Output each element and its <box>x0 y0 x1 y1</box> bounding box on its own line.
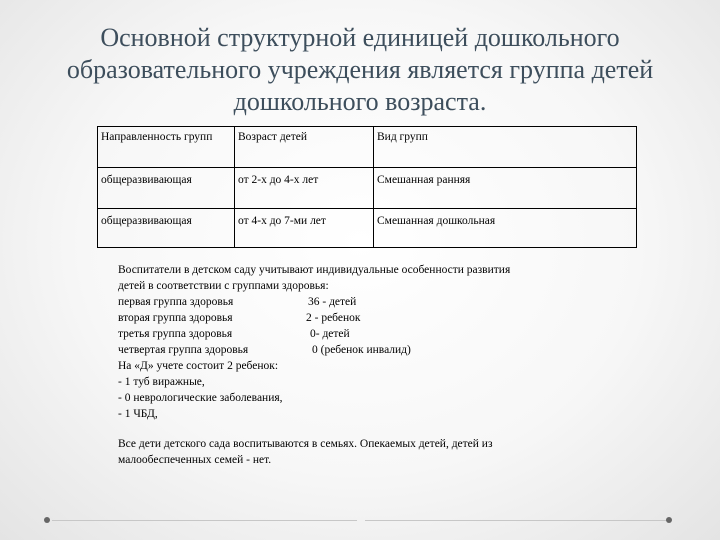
row1-age: от 2-х до 4-х лет <box>235 168 374 209</box>
health-label: четвертая группа здоровья <box>118 344 249 356</box>
row1-type: Смешанная ранняя <box>374 168 637 209</box>
row2-age: от 4-х до 7-ми лет <box>235 209 374 248</box>
slide-title <box>20 22 700 118</box>
health-row <box>118 326 618 342</box>
health-value: 2 - ребенок <box>306 312 361 324</box>
header-age: Возраст детей <box>235 127 374 168</box>
d-registry-item: - 1 туб виражные, <box>118 376 205 388</box>
d-registry-item: - 1 ЧБД, <box>118 408 158 420</box>
health-row <box>118 294 618 310</box>
family-line-1: Все дети детского сада воспитываются в семьях. Опекаемых детей, детей из <box>118 438 493 450</box>
title-line-3: дошкольного возраста. <box>233 87 487 116</box>
bottom-left-rule <box>52 520 357 521</box>
health-value: 0- детей <box>310 328 350 340</box>
table-row <box>98 168 637 209</box>
family-line-2: малообеспеченных семей - нет. <box>118 454 272 466</box>
title-line-1: Основной структурной единицей дошкольного <box>100 23 620 52</box>
table-header-row <box>98 127 637 168</box>
health-label: третья группа здоровья <box>118 328 233 340</box>
intro-line-1: Воспитатели в детском саду учитывают индивидуальные особенности развития <box>118 264 511 276</box>
row1-direction: общеразвивающая <box>98 168 235 209</box>
row2-direction: общеразвивающая <box>98 209 235 248</box>
header-direction: Направленность групп <box>98 127 235 168</box>
health-info-block <box>118 262 618 468</box>
bottom-right-dot <box>666 517 672 523</box>
health-row <box>118 310 618 326</box>
health-value: 36 - детей <box>308 296 357 308</box>
d-registry-header: На «Д» учете состоит 2 ребенок: <box>118 360 279 372</box>
health-label: первая группа здоровья <box>118 296 234 308</box>
header-type: Вид групп <box>374 127 637 168</box>
d-registry-item: - 0 неврологические заболевания, <box>118 392 283 404</box>
health-value: 0 (ребенок инвалид) <box>312 344 411 356</box>
row2-type: Смешанная дошкольная <box>374 209 637 248</box>
table-row <box>98 209 637 248</box>
groups-table <box>97 126 637 248</box>
bottom-right-rule <box>365 520 668 521</box>
bottom-left-dot <box>44 517 50 523</box>
health-label: вторая группа здоровья <box>118 312 233 324</box>
health-row <box>118 342 618 358</box>
title-line-2: образовательного учреждения является группа детей <box>66 55 654 84</box>
intro-line-2: детей в соответствии с группами здоровья: <box>118 280 329 292</box>
